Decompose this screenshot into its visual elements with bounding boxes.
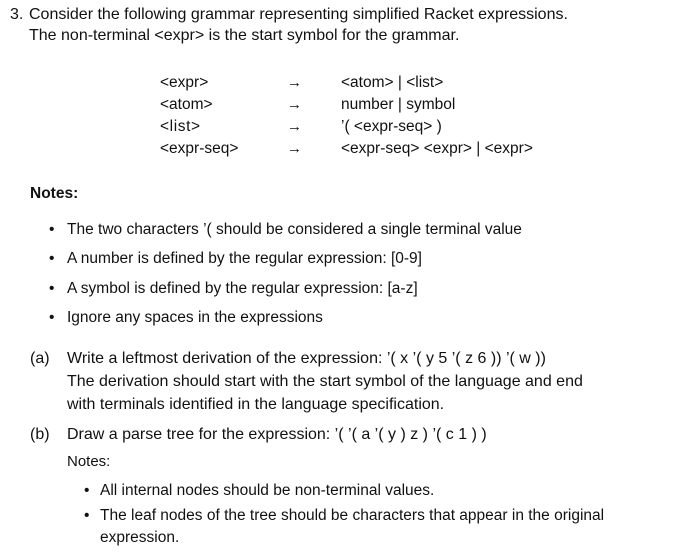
- grammar-arrow: →: [287, 140, 302, 157]
- grammar-rhs: <atom> | <list>: [341, 74, 444, 91]
- part-b-label: (b): [30, 426, 50, 443]
- part-b-note-item-continued: expression.: [100, 529, 180, 546]
- grammar-arrow: →: [287, 74, 302, 91]
- note-item: A symbol is defined by the regular expression: [a-z]: [67, 280, 418, 297]
- bullet-icon: •: [84, 507, 90, 524]
- bullet-icon: •: [49, 250, 55, 267]
- part-a-line-1: Write a leftmost derivation of the expression: ’( x ’( y 5 ’( z 6 )) ’( w )): [67, 350, 546, 367]
- grammar-rhs: ’( <expr-seq> ): [341, 118, 442, 135]
- grammar-lhs: <expr>: [160, 74, 209, 91]
- question-number: 3.: [10, 6, 24, 23]
- grammar-rhs: <expr-seq> <expr> | <expr>: [341, 140, 533, 157]
- question-line-1: Consider the following grammar representing simplified Racket expressions.: [29, 6, 568, 23]
- part-b-notes-label: Notes:: [67, 453, 111, 470]
- grammar-arrow: →: [287, 118, 302, 135]
- part-a-label: (a): [30, 350, 50, 367]
- grammar-lhs: <atom>: [160, 96, 213, 113]
- part-b-note-item: All internal nodes should be non-terminal values.: [100, 482, 435, 499]
- part-a-line-2: The derivation should start with the start symbol of the language and end: [67, 373, 583, 390]
- bullet-icon: •: [84, 482, 90, 499]
- note-item: A number is defined by the regular expression: [0-9]: [67, 250, 422, 267]
- grammar-arrow: →: [287, 96, 302, 113]
- grammar-lhs: <expr-seq>: [160, 140, 239, 157]
- note-item: The two characters ’( should be considered a single terminal value: [67, 221, 522, 238]
- bullet-icon: •: [49, 221, 55, 238]
- part-a-line-3: with terminals identified in the language specification.: [67, 396, 445, 413]
- grammar-rhs: number | symbol: [341, 96, 456, 113]
- grammar-lhs: <list>: [160, 118, 201, 135]
- notes-title: Notes:: [30, 185, 79, 202]
- note-item: Ignore any spaces in the expressions: [67, 309, 323, 326]
- part-b-line-1: Draw a parse tree for the expression: ’( ’( a ’( y ) z ) ’( c 1 ) ): [67, 426, 487, 443]
- question-line-2: The non-terminal <expr> is the start symbol for the grammar.: [29, 27, 460, 44]
- bullet-icon: •: [49, 309, 55, 326]
- part-b-note-item: The leaf nodes of the tree should be characters that appear in the original: [100, 507, 605, 524]
- bullet-icon: •: [49, 280, 55, 297]
